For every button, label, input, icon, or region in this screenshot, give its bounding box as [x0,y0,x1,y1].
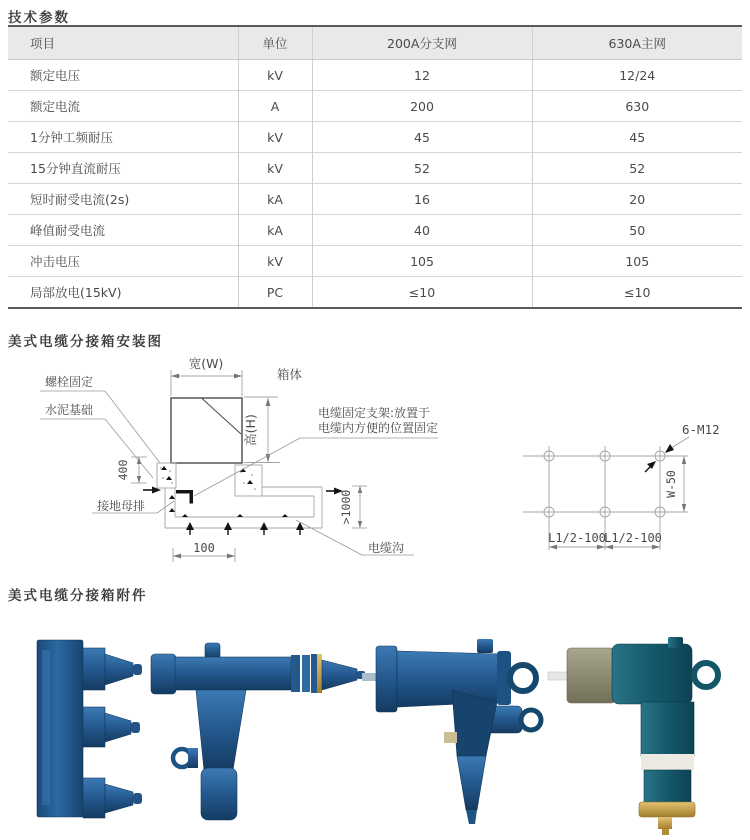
photo-three-way-bushing-panel [37,640,142,818]
table-header-cell: 单位 [238,26,312,60]
height-dimension [243,397,280,463]
table-cell: 200 [312,91,532,122]
dimension-400 [116,457,147,483]
accessories-photos [0,610,750,840]
table-cell: 40 [312,215,532,246]
table-cell: kV [238,153,312,184]
section-title-accessories: 美式电缆分接箱附件 [8,588,148,604]
table-cell: kA [238,215,312,246]
table-cell: 额定电压 [8,60,238,91]
table-cell: kV [238,60,312,91]
cement-foundation-callout [40,402,153,478]
table-cell: 52 [532,153,742,184]
bolt-fixing-callout [40,374,160,463]
table-row [8,91,742,122]
table-cell: 45 [532,122,742,153]
foundation-left [157,463,176,488]
table-cell: 630 [532,91,742,122]
table-cell: 50 [532,215,742,246]
table-cell: 20 [532,184,742,215]
dim-400-label: 400 [116,459,130,481]
section-title-installation-diagram: 美式电缆分接箱安装图 [8,334,163,350]
table-cell: kA [238,184,312,215]
width-label: 宽(W) [188,356,224,371]
table-row [8,215,742,246]
cable-bracket [176,490,193,504]
table-cell: 12 [312,60,532,91]
dim-l-right-label: L1/2-100 [604,531,662,545]
table-cell: 短时耐受电流(2s) [8,184,238,215]
grounding-busbar-label: 接地母排 [97,499,146,513]
photo-t-body-connector [151,643,365,820]
technical-parameters-table [8,25,742,309]
box-body-label: 箱体 [277,367,303,382]
table-cell: 峰值耐受电流 [8,215,238,246]
table-cell: 16 [312,184,532,215]
table-cell: 45 [312,122,532,153]
table-cell: ≤10 [312,277,532,309]
table-cell: kV [238,246,312,277]
grounding-busbar-callout [92,498,174,513]
table-header-row [8,26,742,60]
table-cell: 12/24 [532,60,742,91]
bolt-hole-pattern [523,422,720,550]
table-cell: A [238,91,312,122]
foundation-right [235,465,262,496]
cable-trench-callout [296,520,414,555]
height-label: 高(H) [243,414,258,446]
table-header-cell: 630A主网 [532,26,742,60]
dimension-100 [173,541,235,562]
table-cell: 冲击电压 [8,246,238,277]
table-row [8,277,742,309]
dim-w50-label: W-50 [664,470,678,498]
section-title-technical-parameters: 技术参数 [8,10,70,26]
table-cell: 52 [312,153,532,184]
table-row [8,122,742,153]
dimension-1000 [339,486,367,528]
photo-elbow-connector-brass [548,637,718,835]
bolt-spec-label: 6-M12 [682,422,720,437]
table-cell: PC [238,277,312,309]
installation-diagram [0,350,750,582]
dim-100-label: 100 [193,541,215,555]
table-cell: 1分钟工频耐压 [8,122,238,153]
table-cell: 局部放电(15kV) [8,277,238,309]
cable-trench-label: 电缆沟 [368,541,405,555]
bolt-fixing-label: 螺栓固定 [45,375,94,389]
table-row [8,153,742,184]
cement-foundation-label: 水泥基础 [45,403,94,417]
cabinet-box [171,398,242,463]
table-cell: ≤10 [532,277,742,309]
dim-1000-label: >1000 [339,489,353,525]
photo-elbow-connector-rings [362,639,541,824]
table-cell: 15分钟直流耐压 [8,153,238,184]
table-header-cell: 项目 [8,26,238,60]
bracket-label-line1: 电缆固定支架:放置于 [318,406,431,420]
table-row [8,60,742,91]
table-row [8,184,742,215]
table-cell: 105 [312,246,532,277]
table-cell: kV [238,122,312,153]
table-cell: 额定电流 [8,91,238,122]
width-dimension [171,356,242,396]
table-header-cell: 200A分支网 [312,26,532,60]
bracket-label-line2: 电缆内方便的位置固定 [318,421,439,435]
table-row [8,246,742,277]
table-cell: 105 [532,246,742,277]
dim-l-left-label: L1/2-100 [548,531,606,545]
